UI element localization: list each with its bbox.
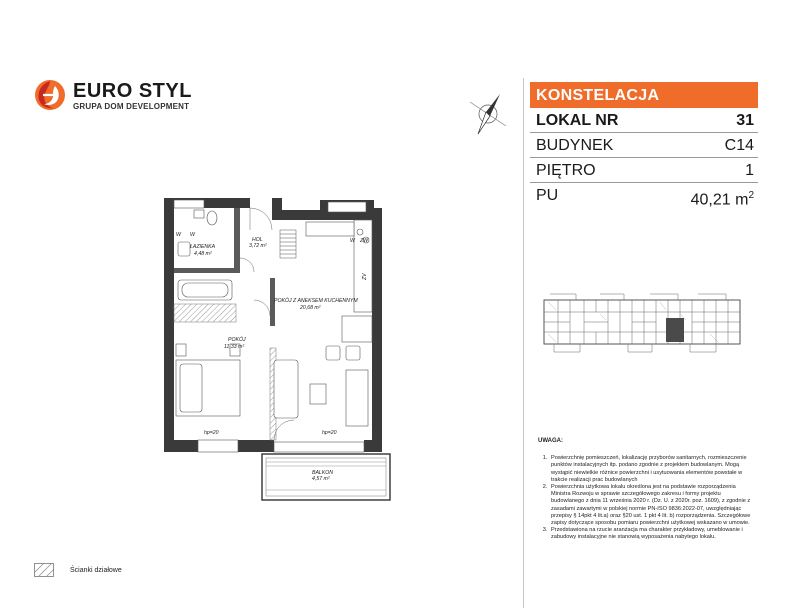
flame-icon bbox=[33, 78, 67, 112]
info-label: PIĘTRO bbox=[536, 162, 596, 179]
legend-label: Ścianki działowe bbox=[70, 567, 122, 574]
plan-mark-w: W bbox=[176, 232, 181, 238]
project-name: KONSTELACJA bbox=[530, 82, 758, 108]
info-label: PU bbox=[536, 187, 559, 204]
room-area-hol: 3,72 m² bbox=[249, 243, 267, 249]
room-label-pokoj-aneks: POKÓJ Z ANEKSEM KUCHENNYM bbox=[274, 298, 358, 304]
room-label-pokoj: POKÓJ bbox=[228, 337, 246, 343]
info-value bbox=[691, 183, 754, 212]
notes-section bbox=[538, 438, 752, 542]
plan-mark-w: W bbox=[350, 238, 355, 244]
floor-plan bbox=[160, 188, 400, 508]
info-label: LOKAL NR bbox=[536, 112, 619, 129]
brand-logo bbox=[33, 78, 192, 114]
room-label-hol: HOL bbox=[252, 237, 263, 243]
panel-divider bbox=[523, 78, 524, 608]
plan-mark-w: W bbox=[190, 232, 195, 238]
notes-title: UWAGA: bbox=[538, 438, 563, 444]
info-row-budynek bbox=[530, 133, 758, 158]
info-row-pu bbox=[530, 183, 758, 207]
note-item: 1. Powierzchnię pomieszczeń, lokalizację przyborów sanitarnych, rozmieszczenie punktów instalacyjnych itp. podano zgodnie z projektem budowlanym. Mogą wystąpić niewielkie różnice powierzchni i usytuowania elementów powstałe w trakcie realizacji prac budowlanych bbox=[549, 455, 752, 484]
info-row-pietro bbox=[530, 158, 758, 183]
info-row-lokal bbox=[530, 108, 758, 133]
brand-name: EURO STYL bbox=[73, 80, 192, 102]
plan-mark-hp: hp=20 bbox=[204, 430, 219, 436]
plan-mark-zw: ZW bbox=[360, 238, 369, 244]
compass-icon bbox=[466, 92, 510, 136]
partition-wall-swatch bbox=[34, 563, 54, 577]
room-area-balkon: 4,57 m² bbox=[312, 476, 330, 482]
info-label: BUDYNEK bbox=[536, 137, 614, 154]
room-area-pokoj-aneks: 20,68 m² bbox=[300, 305, 321, 311]
building-key-plan bbox=[540, 290, 744, 356]
info-value: 1 bbox=[745, 162, 754, 179]
room-area-lazienka: 4,48 m² bbox=[194, 251, 212, 257]
room-label-lazienka: ŁAZIENKA bbox=[190, 244, 216, 250]
note-item: 2. Powierzchnia użytkowa lokalu określona jest na podstawie rozporządzenia Ministra Rozwoju w sprawie szczegółowego zakresu i formy projektu budowlanego z dnia 11 września 2020 r. (Dz. U. z 2020r. poz. 1609), z zgodnie z zasadami zawartymi w polskiej normie PN-ISO 9836:2022-07, uwzględniając przepisy § 14pkt 4 lit.a) oraz §20 ust. 1 pkt 4 lit. b) rozporządzenia. Szczegółowe zapisy dotyczące sposobu pomiaru powierzchni użytkowej wskazano w umowie. bbox=[549, 484, 752, 527]
plan-mark-z: ZV bbox=[362, 273, 368, 280]
area-unit-superscript: 2 bbox=[748, 190, 754, 201]
info-value: 31 bbox=[736, 112, 754, 129]
unit-info-panel bbox=[530, 82, 758, 207]
notes-list bbox=[538, 455, 752, 541]
note-item: 3. Przedstawiona na rzucie aranżacja ma charakter przykładowy, umeblowanie i zabudowy instalacyjne nie stanowią wyposażenia nabytego lokalu. bbox=[549, 527, 752, 541]
info-value: C14 bbox=[724, 137, 754, 154]
plan-mark-hp: hp=20 bbox=[322, 430, 337, 436]
key-plan-highlight bbox=[666, 318, 684, 342]
brand-subtitle: GRUPA DOM DEVELOPMENT bbox=[73, 102, 190, 111]
room-area-pokoj: 11,33 m² bbox=[224, 344, 245, 350]
area-value: 40,21 m bbox=[690, 191, 749, 209]
room-label-balkon: BALKON bbox=[312, 470, 334, 476]
